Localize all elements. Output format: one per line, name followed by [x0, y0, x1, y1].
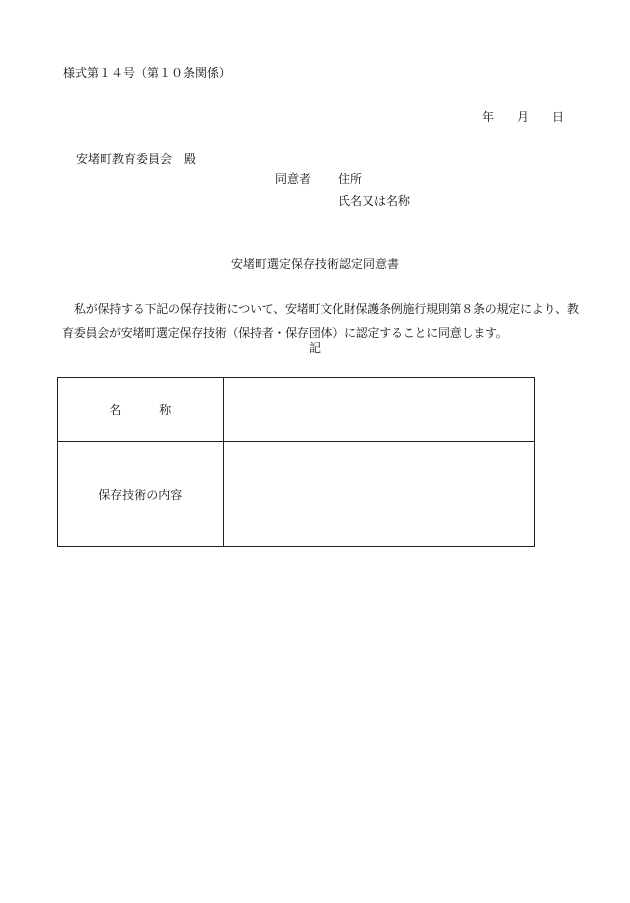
- name-value-cell[interactable]: [223, 378, 534, 442]
- date-month-label: 月: [517, 110, 530, 124]
- name-label: 氏名又は名称: [338, 194, 411, 208]
- name-label-cell: [58, 378, 224, 442]
- date-line: [482, 111, 564, 123]
- technique-cell-label: 保存技術の内容: [98, 487, 183, 502]
- date-year-label: 年: [482, 110, 495, 124]
- technique-label-cell: [58, 442, 224, 547]
- form-number: 様式第１４号（第１０条関係）: [63, 66, 232, 80]
- name-cell-label: 名称: [109, 403, 210, 417]
- addressee: 安堵町教育委員会 殿: [76, 152, 197, 166]
- body-paragraph: 私が保持する下記の保存技術について、安堵町文化財保護条例施行規則第８条の規定により、教育委員会が安堵町選定保存技術（保持者・保存団体）に認定することに同意します。: [62, 302, 579, 340]
- technique-value-cell[interactable]: [223, 442, 534, 547]
- date-day-label: 日: [552, 110, 565, 124]
- consenter-label: 同意者: [275, 172, 312, 186]
- detail-table: [57, 377, 535, 547]
- table-row-technique: [58, 442, 535, 547]
- ki-label: 記: [308, 341, 321, 355]
- table-row-name: [58, 378, 535, 442]
- document-title: 安堵町選定保存技術認定同意書: [230, 257, 399, 271]
- address-label: 住所: [338, 172, 363, 186]
